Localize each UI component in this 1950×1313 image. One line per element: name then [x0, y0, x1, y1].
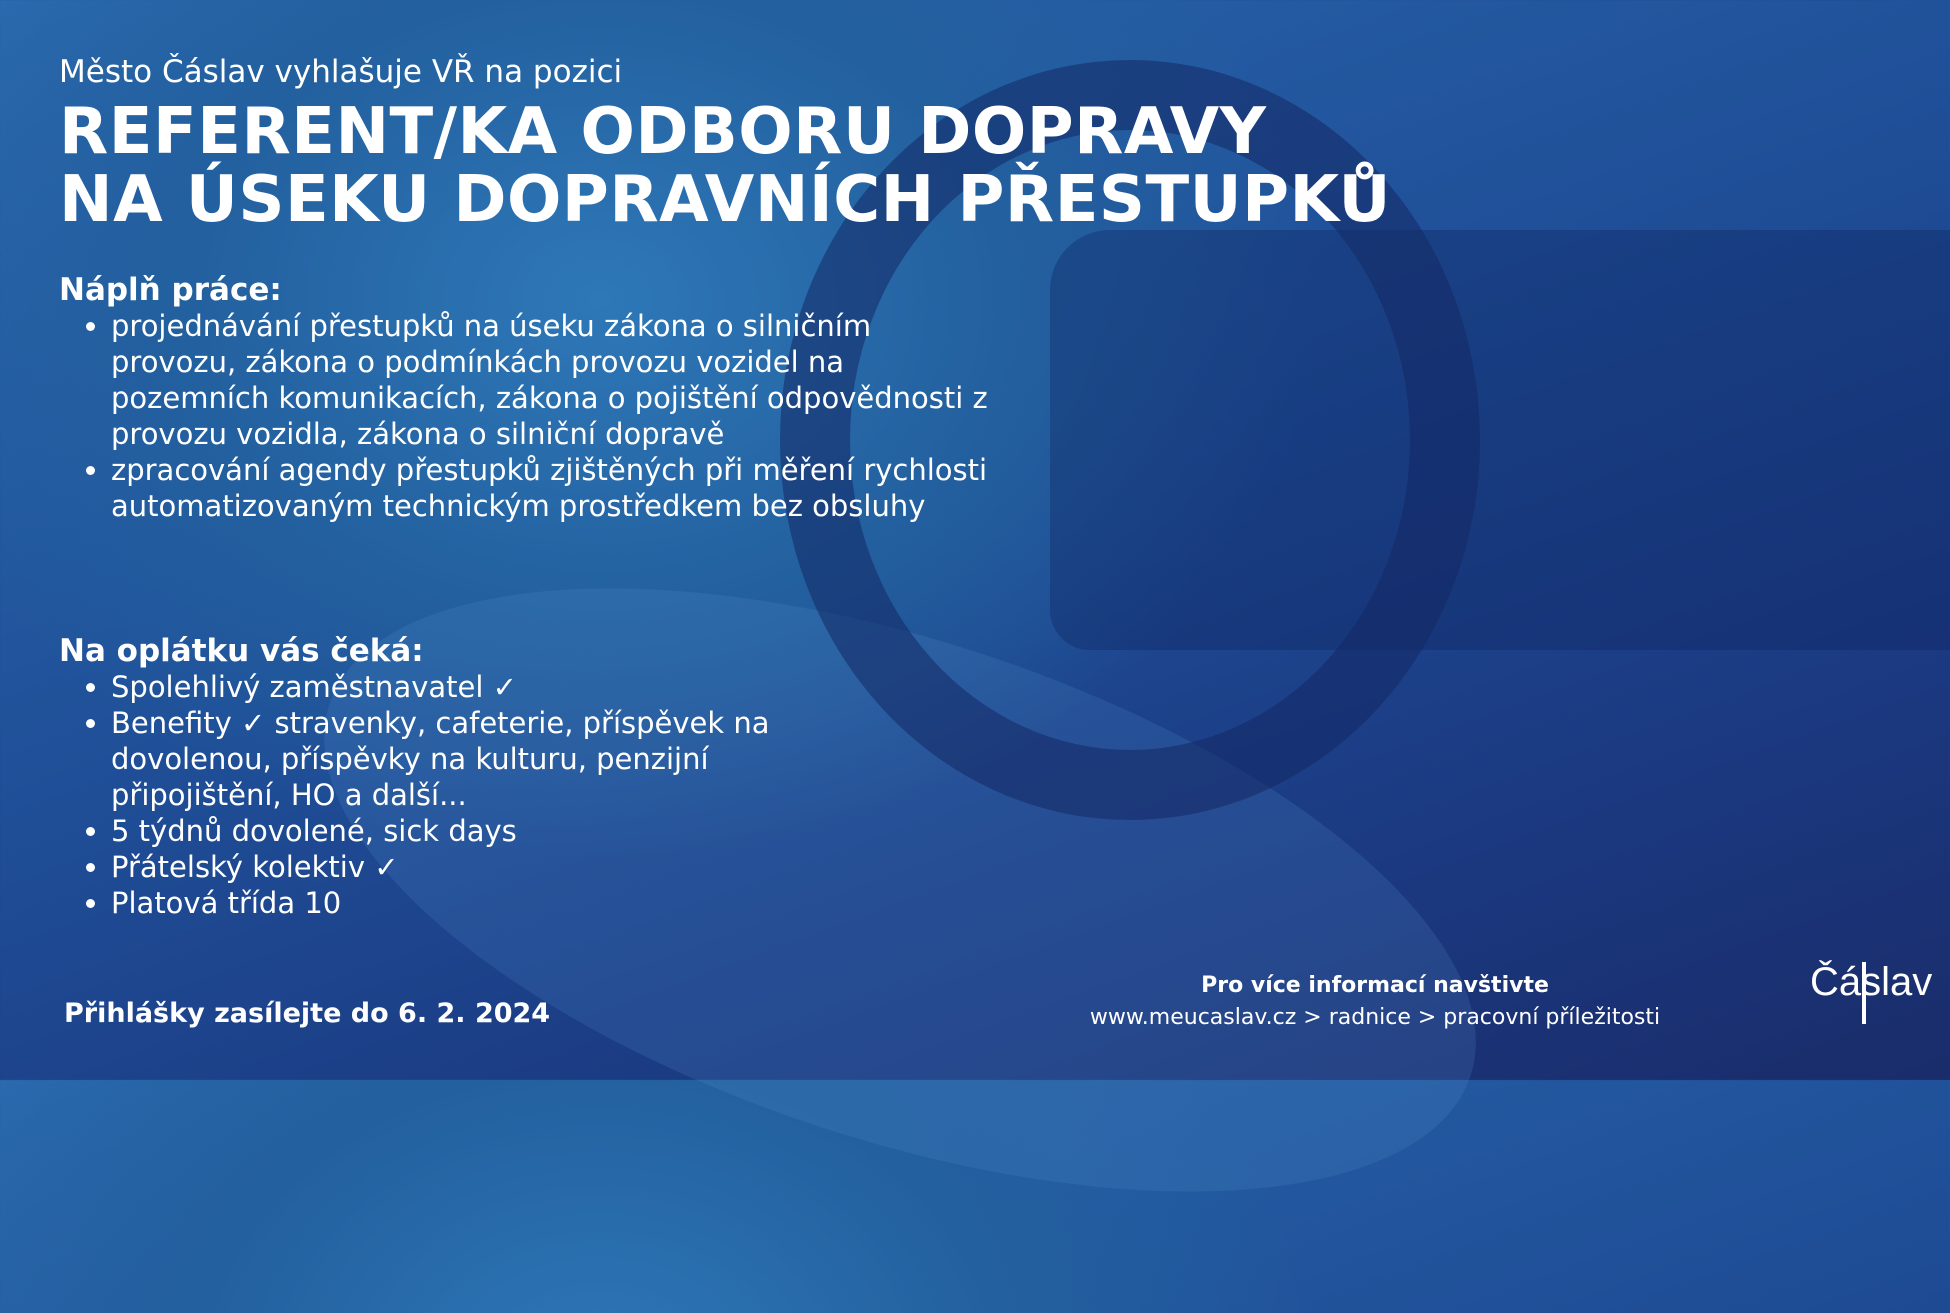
benefits-heading: Na oplátku vás čeká: — [59, 633, 424, 669]
benefit-item: • Platová třída 10 — [111, 885, 839, 921]
job-title — [59, 95, 1391, 237]
benefit-item: • Spolehlivý zaměstnavatel ✓ — [111, 669, 839, 705]
more-info-link[interactable]: www.meucaslav.cz > radnice > pracovní příležitosti — [1089, 1005, 1661, 1030]
benefit-item: • Benefity ✓ stravenky, cafeterie, příspěvek na dovolenou, příspěvky na kulturu, penzijní připojištění, HO a další... — [111, 705, 839, 813]
caslav-logo: Čáslav — [1810, 960, 1933, 1004]
duty-item: • zpracování agendy přestupků zjištěných při měření rychlosti automatizovaným technickým prostředkem bez obsluhy — [111, 452, 991, 524]
benefits-section — [59, 633, 839, 921]
more-info-heading: Pro více informací navštivte — [1201, 973, 1549, 998]
job-title-line-1: REFERENT/KA ODBORU DOPRAVY — [59, 95, 1267, 169]
benefit-item: • Přátelský kolektiv ✓ — [111, 849, 839, 885]
application-deadline: Přihlášky zasílejte do 6. 2. 2024 — [64, 998, 551, 1029]
job-title-line-2: NA ÚSEKU DOPRAVNÍCH PŘESTUPKŮ — [59, 163, 1391, 237]
duties-section — [59, 272, 988, 524]
more-info — [1050, 970, 1700, 1034]
duty-item: • projednávání přestupků na úseku zákona o silničním provozu, zákona o podmínkách provozu vozidel na pozemních komunikacích, zákona o pojištění odpovědnosti z provozu vozidla, zákona o silniční dopravě — [111, 308, 991, 452]
subtitle: Město Čáslav vyhlašuje VŘ na pozici — [59, 54, 623, 90]
duties-heading: Náplň práce: — [59, 272, 282, 308]
benefit-item: • 5 týdnů dovolené, sick days — [111, 813, 839, 849]
